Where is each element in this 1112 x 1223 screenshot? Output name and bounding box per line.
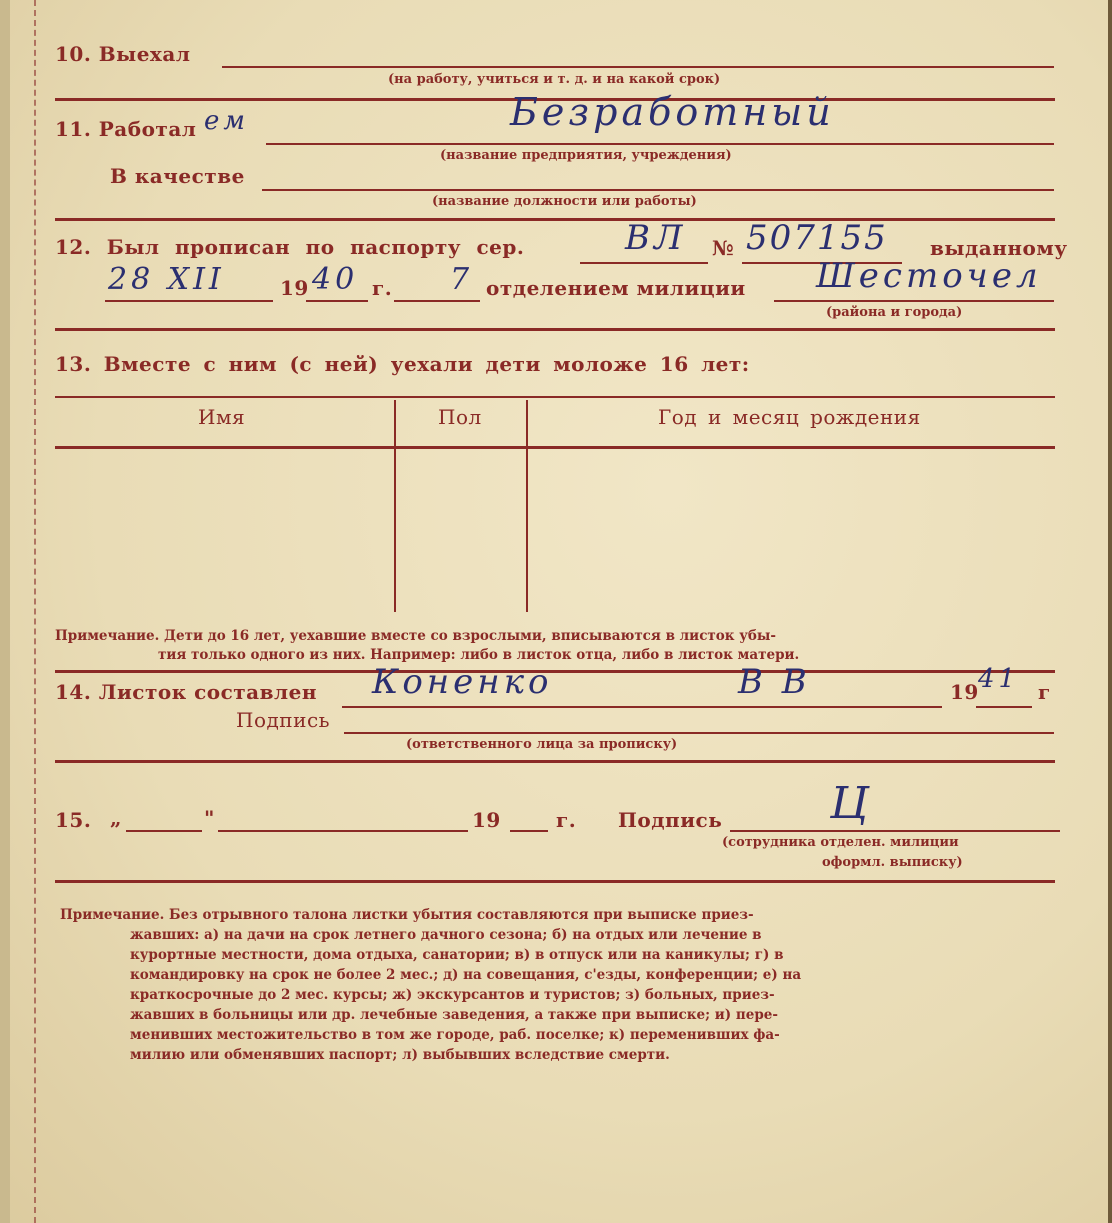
field-10-line xyxy=(222,66,1054,68)
field-15-signature-label: Подпись xyxy=(618,808,723,832)
field-12-militia-handwritten: Шесточел xyxy=(816,256,1042,296)
note-2-line-1: Примечание. Без отрывного талона листки убытия составляются при выписке приез- xyxy=(60,907,754,923)
table-header-birth: Год и месяц рождения xyxy=(658,405,921,429)
field-15-signature-handwritten: Ц xyxy=(830,778,873,829)
note-1-line-1: Примечание. Дети до 16 лет, уехавшие вместе со взрослыми, вписываются в листок убы- xyxy=(55,628,777,644)
table-header-name: Имя xyxy=(198,405,246,429)
field-10-label: 10. Выехал xyxy=(55,42,191,66)
field-12-militia-line xyxy=(774,300,1054,302)
field-14-year-suffix: г xyxy=(1038,680,1051,704)
field-12-year-suffix: г. xyxy=(372,276,393,300)
field-15-year-prefix: 19 xyxy=(472,808,501,832)
field-12-year-handwritten: 40 xyxy=(312,262,359,297)
field-14-signature-label: Подпись xyxy=(236,708,331,732)
field-12-number-handwritten: 507155 xyxy=(746,218,888,258)
field-12-label: 12. Был прописан по паспорту сер. xyxy=(55,235,525,259)
separator-15 xyxy=(55,880,1055,883)
note-1-line-2: тия только одного из них. Например: либо в листок отца, либо в листок матери. xyxy=(158,647,800,663)
field-12-issued-label: выданному xyxy=(930,236,1068,260)
table-col-divider-1 xyxy=(394,400,396,612)
field-11-line xyxy=(266,143,1054,145)
field-11-ending-handwritten: ем xyxy=(204,106,249,136)
field-14-initials-handwritten: В В xyxy=(738,662,811,702)
field-12-numeral-handwritten: 7 xyxy=(450,262,474,297)
field-14-label: 14. Листок составлен xyxy=(55,680,318,704)
field-15-signature-hint-2: оформл. выписку) xyxy=(822,855,963,870)
field-12-year-line xyxy=(306,300,368,302)
table-col-divider-2 xyxy=(526,400,528,612)
field-11-hint: (название предприятия, учреждения) xyxy=(440,148,732,163)
separator-12 xyxy=(55,328,1055,331)
field-12-militia-label: отделением милиции xyxy=(486,276,746,300)
field-10-hint: (на работу, учиться и т. д. и на какой срок) xyxy=(388,72,721,87)
field-11-position-label: В качестве xyxy=(110,164,245,188)
field-15-signature-line xyxy=(730,830,1060,832)
field-12-blank-line xyxy=(394,300,480,302)
field-15-quote-close: " xyxy=(204,806,215,830)
field-11-position-line xyxy=(262,189,1054,191)
field-15-label: 15. xyxy=(55,808,92,832)
separator-13 xyxy=(55,670,1055,673)
field-14-line xyxy=(342,706,942,708)
field-12-number-label: № xyxy=(712,236,735,260)
field-15-year-line xyxy=(510,830,548,832)
field-14-signature-line xyxy=(344,732,1054,734)
field-14-signature-hint: (ответственного лица за прописку) xyxy=(406,737,678,752)
field-11-value-handwritten: Безработный xyxy=(510,90,835,134)
field-14-year-prefix: 19 xyxy=(950,680,979,704)
note-2-body: жавших: а) на дачи на срок летнего дачного сезона; б) на отдых или лечение в курортные местности, дома отдыха, санатории; в) в отпуск или на каникулы; г) в командировку на срок не более 2 мес.; д) на совещания, с'езды, конференции; е) на краткосрочные до 2 мес. курсы; ж) экскурсантов и туристов; з) больных, приез- жавших в больницы или др. лечебные заведения, а также при выписке; и) пере- менивших местожительство в том же городе, раб. поселке; к) переменивших фа- милию или обменявших паспорт; л) выбывших вследствие смерти. xyxy=(130,927,802,1063)
table-header-line xyxy=(55,446,1055,449)
field-12-series-line xyxy=(580,262,708,264)
field-14-name-handwritten: Коненко xyxy=(372,662,553,702)
table-header-sex: Пол xyxy=(438,405,482,429)
field-12-militia-hint: (района и города) xyxy=(826,305,963,320)
field-14-year-handwritten: 41 xyxy=(978,664,1020,694)
field-12-date-line xyxy=(105,300,273,302)
field-15-signature-hint-1: (сотрудника отделен. милиции xyxy=(722,835,959,850)
field-15-quote-open: „ xyxy=(110,806,123,830)
field-15-month-line xyxy=(218,830,468,832)
field-12-year-prefix: 19 xyxy=(280,276,309,300)
paper-edge-left xyxy=(0,0,10,1223)
field-15-day-line xyxy=(126,830,202,832)
field-14-year-line xyxy=(976,706,1032,708)
field-12-series-handwritten: ВЛ xyxy=(625,218,687,258)
field-11-position-hint: (название должности или работы) xyxy=(432,194,697,209)
separator-11 xyxy=(55,218,1055,221)
table-top-line xyxy=(55,396,1055,398)
separator-14 xyxy=(55,760,1055,763)
paper-edge-right xyxy=(1108,0,1112,1223)
field-12-date-handwritten: 28 XII xyxy=(108,262,225,297)
field-15-year-suffix: г. xyxy=(556,808,577,832)
perforation-line xyxy=(34,0,36,1223)
field-11-label: 11. Работал xyxy=(55,117,197,141)
field-13-label: 13. Вместе с ним (с ней) уехали дети моложе 16 лет: xyxy=(55,352,750,376)
